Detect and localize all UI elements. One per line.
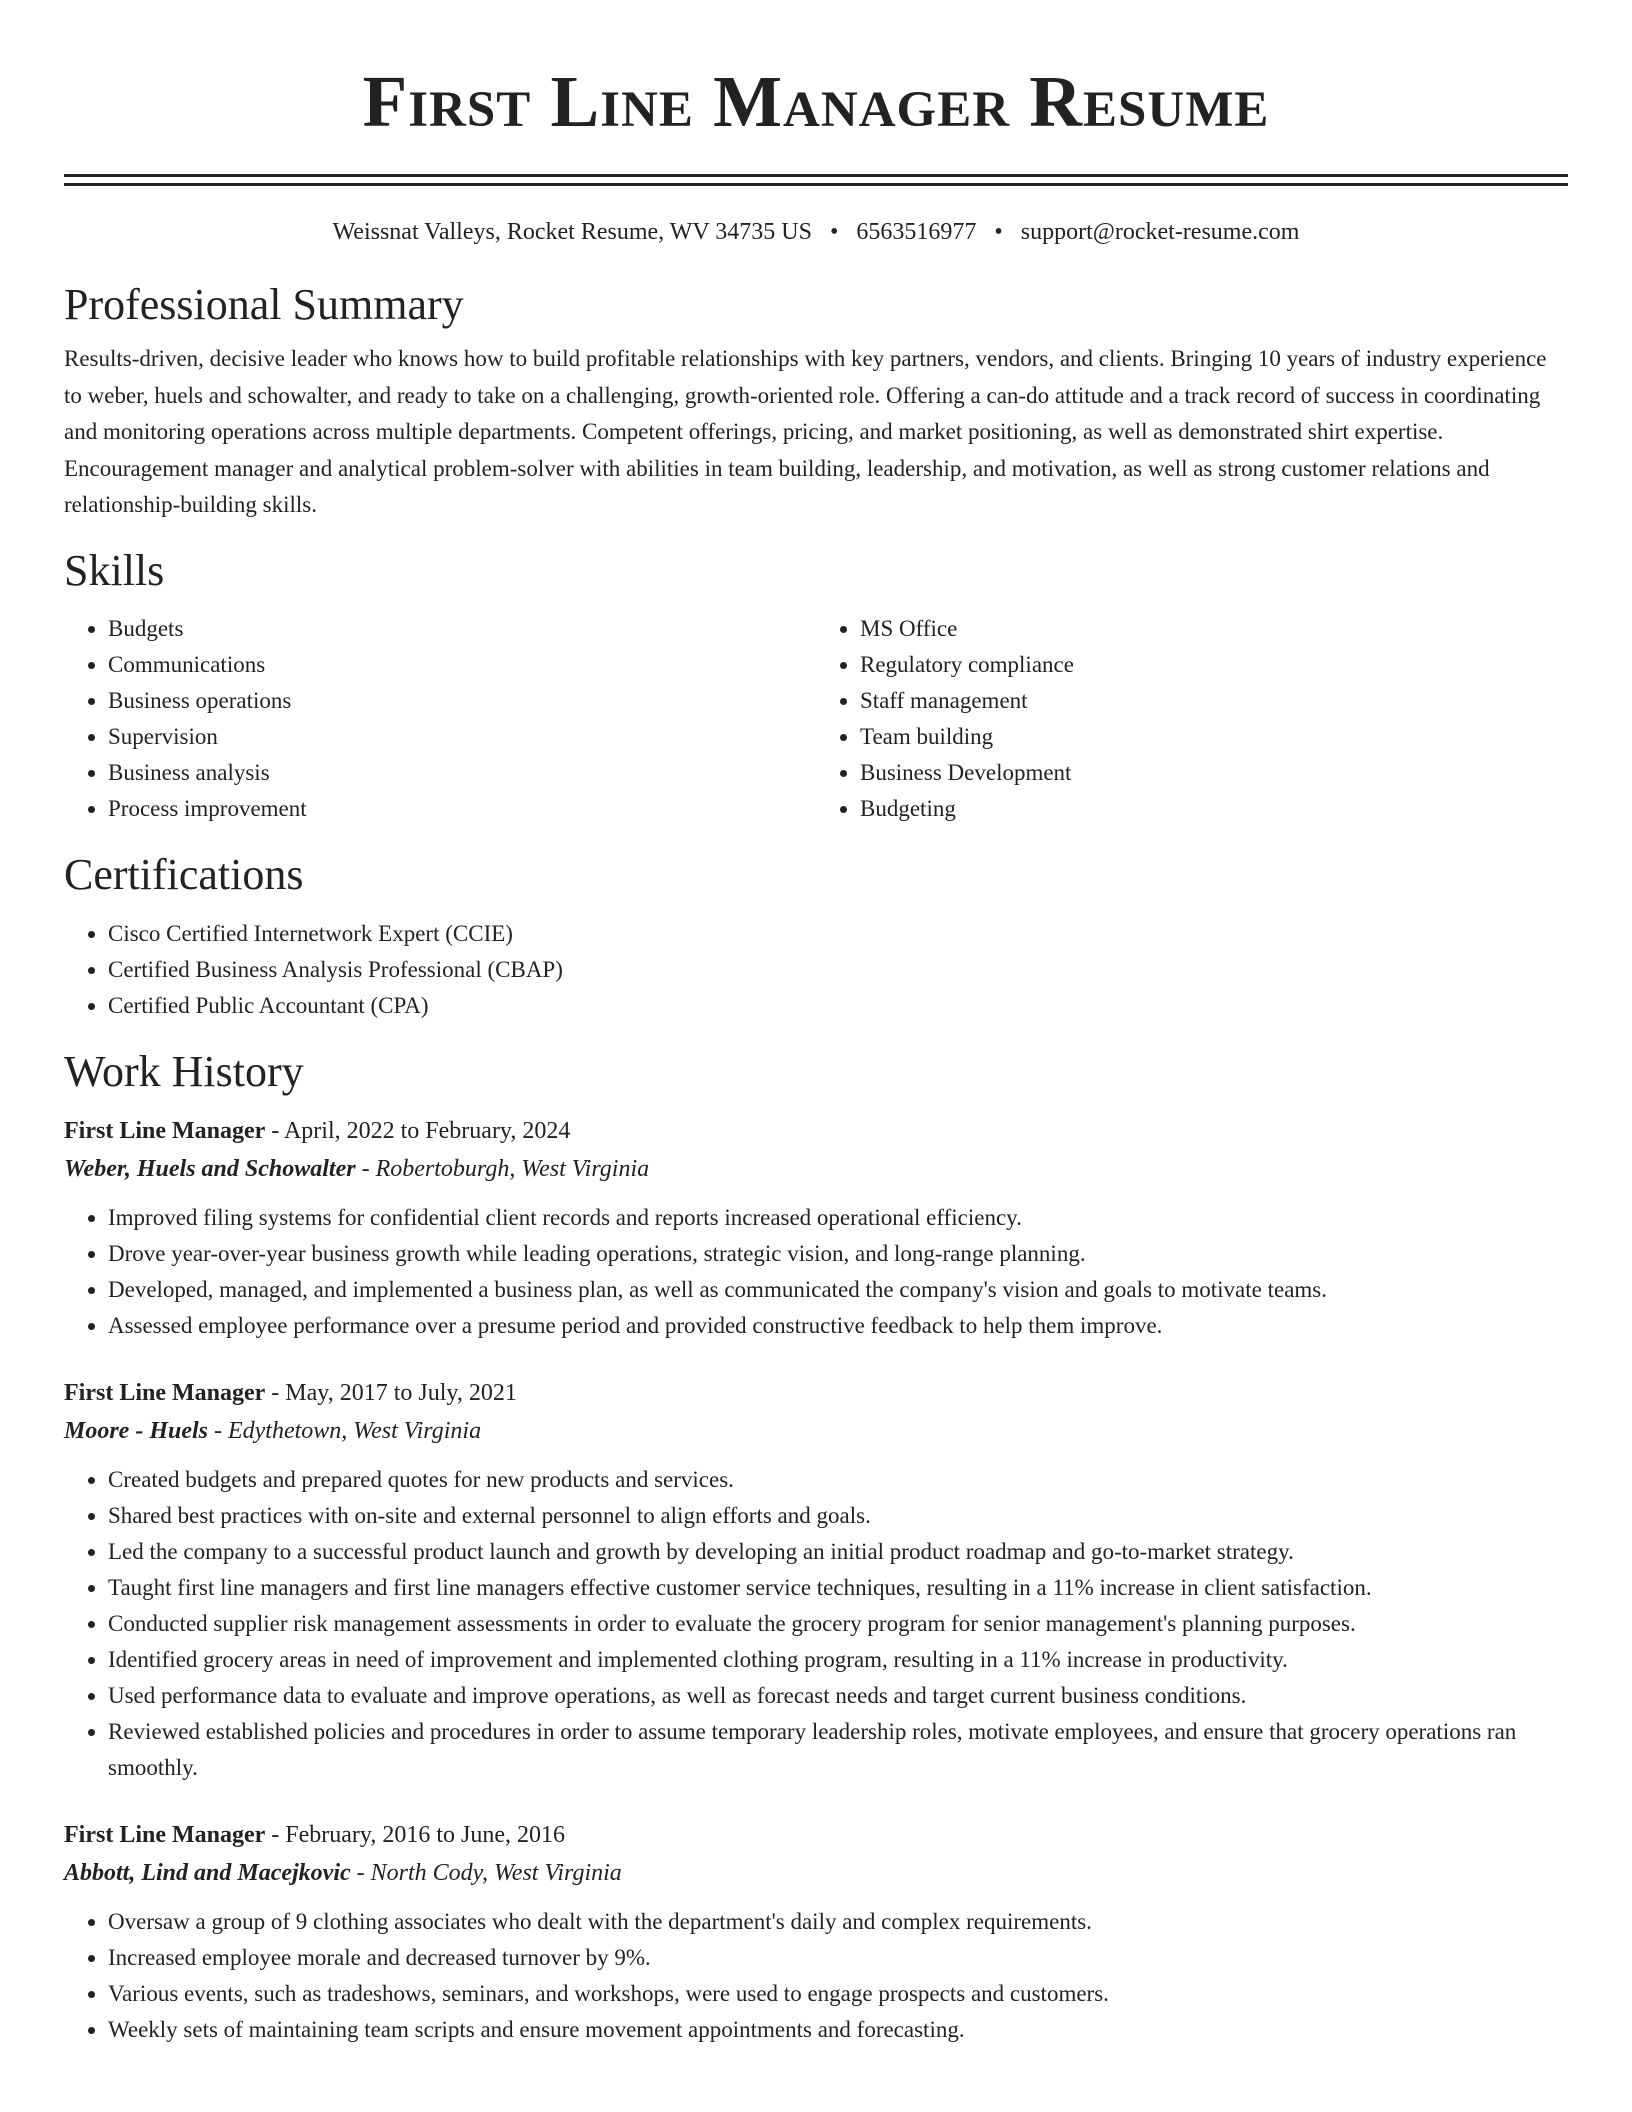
job-bullet: • Increased employee morale and decreased turnover by 9%. [108, 1940, 1568, 1976]
job-bullet: • Developed, managed, and implemented a business plan, as well as communicated the company's vision and goals to motivate teams. [108, 1272, 1568, 1308]
skill-item: • Business analysis [108, 755, 816, 791]
job-bullet: • Various events, such as tradeshows, seminars, and workshops, were used to engage prospects and customers. [108, 1976, 1568, 2012]
job-bullets [64, 1200, 1568, 1344]
skill-item: • Process improvement [108, 791, 816, 827]
title-divider-top [64, 174, 1568, 177]
job-bullet: • Drove year-over-year business growth while leading operations, strategic vision, and long-range planning. [108, 1236, 1568, 1272]
skill-item: • Budgets [108, 611, 816, 647]
job-bullet: • Taught first line managers and first line managers effective customer service techniques, resulting in a 11% increase in client satisfaction. [108, 1570, 1568, 1606]
contact-email: support@rocket-resume.com [1020, 219, 1300, 245]
job-bullet: • Conducted supplier risk management assessments in order to evaluate the grocery program for senior management's planning purposes. [108, 1606, 1568, 1642]
job-bullets [64, 1904, 1568, 2048]
job-company-line [64, 1854, 1568, 1892]
resume-title: First Line Manager Resume [362, 61, 1270, 142]
skill-item: • MS Office [860, 611, 1568, 647]
skills-list-left [64, 611, 816, 827]
job-bullet: • Created budgets and prepared quotes for new products and services. [108, 1462, 1568, 1498]
certification-item: • Cisco Certified Internetwork Expert (CCIE) [108, 916, 1568, 952]
job-bullet: • Oversaw a group of 9 clothing associates who dealt with the department's daily and complex requirements. [108, 1904, 1568, 1940]
job-company-line [64, 1150, 1568, 1188]
skills-heading: Skills [64, 545, 165, 595]
job-title-line [64, 1112, 1568, 1150]
job-location: - Robertoburgh, West Virginia [355, 1155, 650, 1182]
contact-separator: • [829, 219, 839, 245]
skills-list-right [816, 611, 1568, 827]
contact-address: Weissnat Valleys, Rocket Resume, WV 34735 US [332, 219, 812, 245]
certifications-heading: Certifications [64, 849, 304, 899]
job-entry [64, 1374, 1568, 1786]
job-location: - Edythetown, West Virginia [208, 1417, 482, 1444]
job-bullet: • Reviewed established policies and procedures in order to assume temporary leadership roles, motivate employees, and ensure that grocery operations ran smoothly. [108, 1714, 1568, 1786]
job-bullet: • Led the company to a successful product launch and growth by developing an initial product roadmap and go-to-market strategy. [108, 1534, 1568, 1570]
skill-item: • Supervision [108, 719, 816, 755]
contact-separator: • [994, 219, 1003, 245]
job-bullet: • Shared best practices with on-site and external personnel to align efforts and goals. [108, 1498, 1568, 1534]
contact-line [64, 215, 1568, 249]
certifications-list [64, 916, 1568, 1024]
job-company: Weber, Huels and Schowalter [64, 1155, 356, 1182]
job-bullet: • Assessed employee performance over a presume period and provided constructive feedback to help them improve. [108, 1308, 1568, 1344]
job-dates: - February, 2016 to June, 2016 [265, 1821, 566, 1848]
job-bullet: • Used performance data to evaluate and improve operations, as well as forecast needs and target current business conditions. [108, 1678, 1568, 1714]
summary-text: Results-driven, decisive leader who knows how to build profitable relationships with key partners, vendors, and clients. Bringing 10 years of industry experience to weber, huels and schowalter, and ready to take on a challenging, growth-oriented role. Offering a can-do attitude and a track record of success in coordinating and monitoring operations across multiple departments. Competent offerings, pricing, and market positioning, as well as demonstrated shirt expertise. Encouragement manager and analytical problem-solver with abilities in team building, leadership, and motivation, as well as strong customer relations and relationship-building skills. [64, 346, 1547, 517]
job-role: First Line Manager [64, 1821, 266, 1848]
skill-item: • Business Development [860, 755, 1568, 791]
job-bullets [64, 1462, 1568, 1786]
certification-item: • Certified Public Accountant (CPA) [108, 988, 1568, 1024]
skill-item: • Regulatory compliance [860, 647, 1568, 683]
job-location: - North Cody, West Virginia [350, 1859, 622, 1886]
job-dates: - April, 2022 to February, 2024 [265, 1117, 571, 1144]
certification-item: • Certified Business Analysis Professional (CBAP) [108, 952, 1568, 988]
job-role: First Line Manager [64, 1117, 266, 1144]
skill-item: • Business operations [108, 683, 816, 719]
contact-phone: 6563516977 [856, 219, 977, 245]
summary-heading: Professional Summary [64, 280, 464, 329]
skill-item: • Communications [108, 647, 816, 683]
skill-item: • Staff management [860, 683, 1568, 719]
job-entry [64, 1816, 1568, 2048]
job-bullet: • Improved filing systems for confidential client records and reports increased operational efficiency. [108, 1200, 1568, 1236]
job-role: First Line Manager [64, 1379, 266, 1406]
skill-item: • Team building [860, 719, 1568, 755]
skills-columns [64, 611, 1568, 827]
job-entry [64, 1112, 1568, 1344]
job-title-line [64, 1816, 1568, 1854]
job-title-line [64, 1374, 1568, 1412]
job-dates: - May, 2017 to July, 2021 [265, 1379, 517, 1406]
job-company: Moore - Huels [64, 1417, 208, 1444]
job-company-line [64, 1412, 1568, 1450]
job-company: Abbott, Lind and Macejkovic [64, 1859, 351, 1886]
job-bullet: • Weekly sets of maintaining team scripts and ensure movement appointments and forecasting. [108, 2012, 1568, 2048]
work-history-heading: Work History [64, 1046, 304, 1096]
job-bullet: • Identified grocery areas in need of improvement and implemented clothing program, resulting in a 11% increase in productivity. [108, 1642, 1568, 1678]
skill-item: • Budgeting [860, 791, 1568, 827]
title-divider-bottom [64, 183, 1568, 186]
